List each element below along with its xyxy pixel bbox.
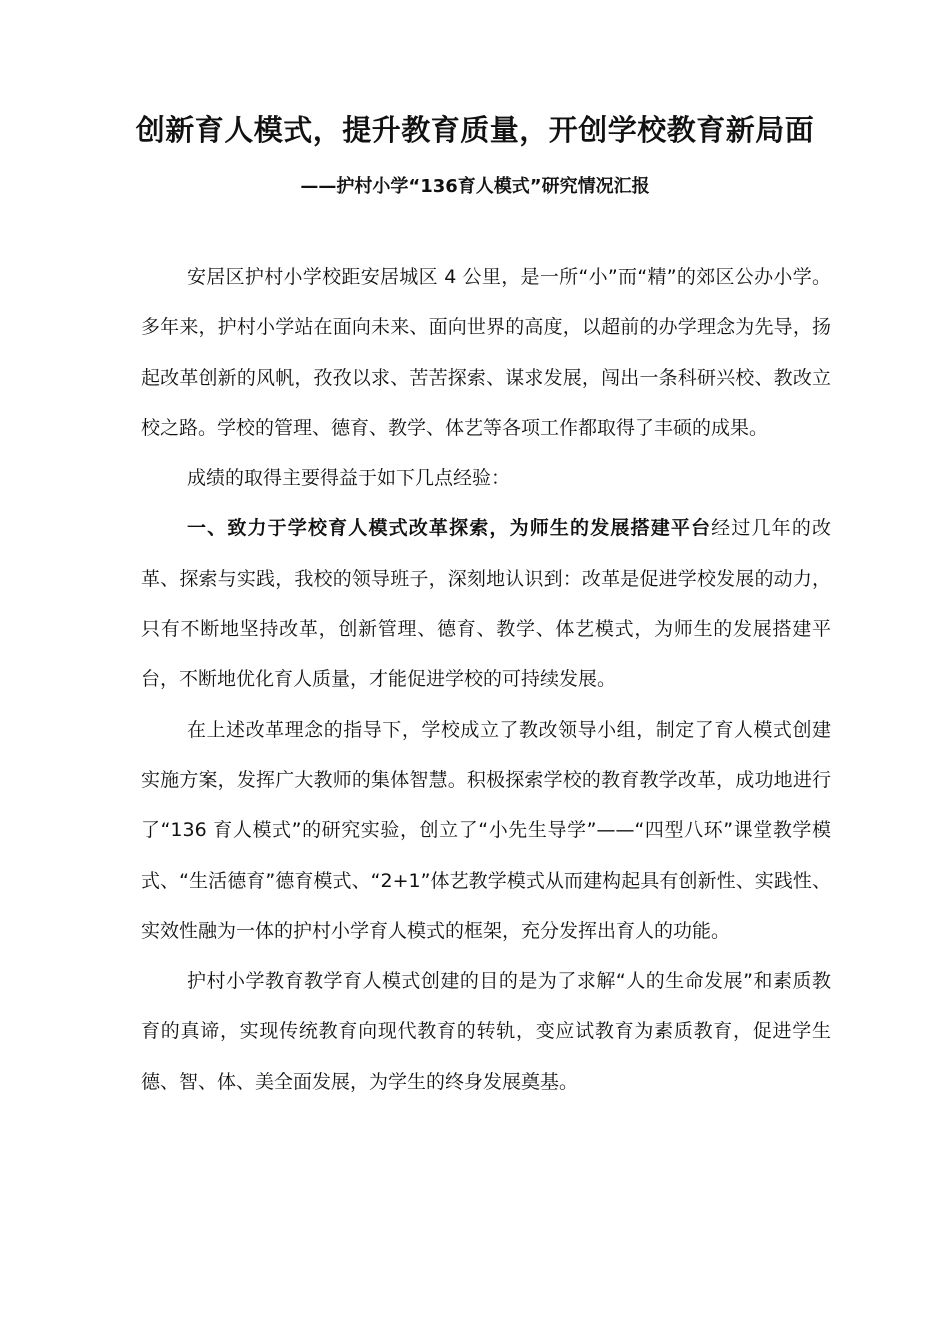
paragraph-text: 护村小学教育教学育人模式创建的目的是为了求解“人的生命发展”和素质教育的真谛，实现传统教育向现代教育的转轨，变应试教育为素质教育，促进学生德、智、体、美全面发展，为学生的终身发展奠基。 xyxy=(141,970,831,1093)
paragraph-section-one xyxy=(141,503,831,704)
paragraph-experience-intro xyxy=(141,453,831,503)
paragraph-intro xyxy=(141,252,831,453)
paragraph-text: 经过几年的改革、探索与实践，我校的领导班子，深刻地认识到：改革是促进学校发展的动力，只有不断地坚持改革，创新管理、德育、教学、体艺模式，为师生的发展搭建平台，不断地优化育人质量，才能促进学校的可持续发展。 xyxy=(141,517,831,691)
section-heading: 一、致力于学校育人模式改革探索，为师生的发展搭建平台 xyxy=(187,517,712,540)
paragraph-purpose xyxy=(141,956,831,1107)
document-body xyxy=(141,252,831,1107)
document-subtitle: ——护村小学“136育人模式”研究情况汇报 xyxy=(300,176,650,197)
paragraph-text: 安居区护村小学校距安居城区 4 公里，是一所“小”而“精”的郊区公办小学。多年来，护村小学站在面向未来、面向世界的高度，以超前的办学理念为先导，扬起改革创新的风帆，孜孜以求、苦苦探索、谋求发展，闯出一条科研兴校、教改立校之路。学校的管理、德育、教学、体艺等各项工作都取得了丰硕的成果。 xyxy=(141,266,831,439)
paragraph-reform xyxy=(141,705,831,956)
document-title: 创新育人模式，提升教育质量，开创学校教育新局面 xyxy=(135,113,815,147)
paragraph-text: 成绩的取得主要得益于如下几点经验： xyxy=(187,467,511,490)
paragraph-text: 在上述改革理念的指导下，学校成立了教改领导小组，制定了育人模式创建实施方案，发挥广大教师的集体智慧。积极探索学校的教育教学改革，成功地进行了“136 育人模式”的研究实验，创立了“小先生导学”——“四型八环”课堂教学模式、“生活德育”德育模式、“2+1”体艺教学模式从而建构起具有创新性、实践性、实效性融为一体的护村小学育人模式的框架，充分发挥出育人的功能。 xyxy=(141,718,831,942)
